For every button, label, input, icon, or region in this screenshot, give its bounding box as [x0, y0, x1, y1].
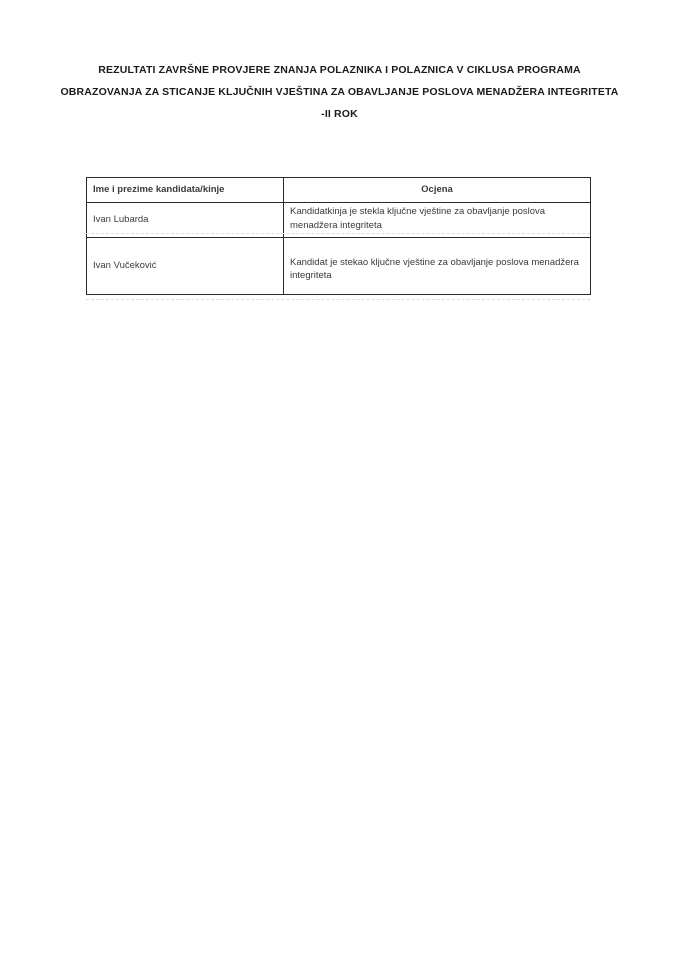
- candidate-name: Ivan Lubarda: [87, 203, 284, 238]
- table-header-row: [87, 178, 591, 203]
- results-table: [86, 177, 591, 295]
- table-row: [87, 238, 591, 295]
- candidate-name: Ivan Vučeković: [87, 238, 284, 295]
- candidate-grade: Kandidatkinja je stekla ključne vještine za obavljanje poslova menadžera integriteta: [284, 203, 591, 238]
- document-title: REZULTATI ZAVRŠNE PROVJERE ZNANJA POLAZNIKA I POLAZNICA V CIKLUSA PROGRAMA OBRAZOVANJA ZA STICANJE KLJUČNIH VJEŠTINA ZA OBAVLJANJE POSLOVA MENADŽERA INTEGRITETA -II ROK: [60, 64, 619, 120]
- candidate-grade: Kandidat je stekao ključne vještine za obavljanje poslova menadžera integriteta: [284, 238, 591, 295]
- scan-artifact-line: [86, 299, 590, 300]
- scan-artifact-line: [86, 233, 590, 234]
- header-candidate-name: Ime i prezime kandidata/kinje: [87, 178, 284, 203]
- header-grade: Ocjena: [284, 178, 591, 203]
